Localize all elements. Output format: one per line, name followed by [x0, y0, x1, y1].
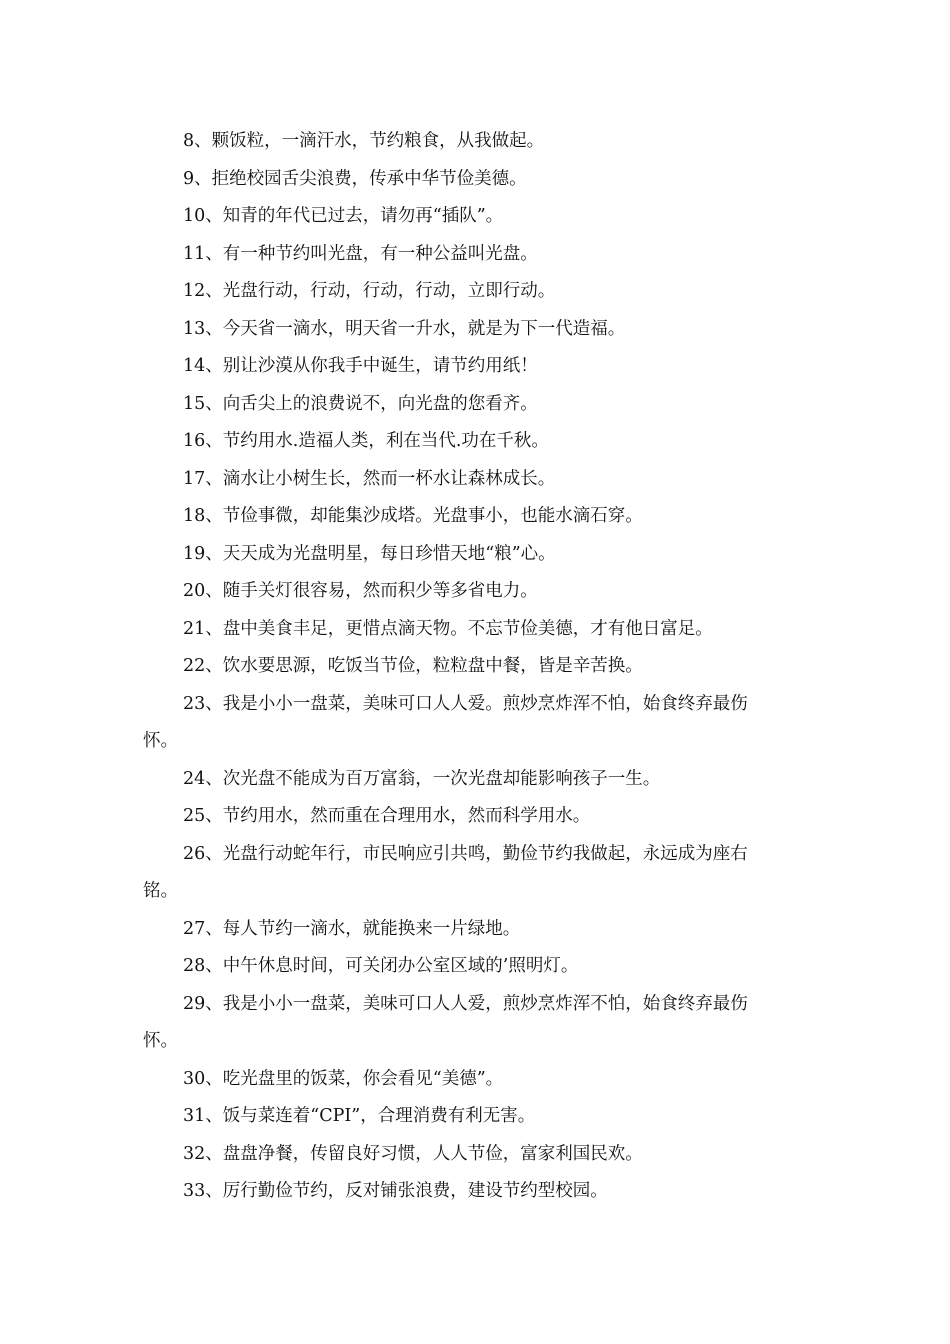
slogan-line: 29、我是小小一盘菜，美味可口人人爱，煎炒烹炸浑不怕，始食终弃最伤	[183, 993, 748, 1014]
slogan-item	[143, 423, 803, 461]
slogan-line: 15、向舌尖上的浪费说不，向光盘的您看齐。	[183, 393, 538, 414]
slogan-line: 22、饮水要思源，吃饭当节俭，粒粒盘中餐，皆是辛苦换。	[183, 656, 643, 676]
slogan-item	[143, 911, 803, 949]
slogan-item	[143, 686, 803, 761]
slogan-item	[143, 836, 803, 911]
slogan-line: 9、拒绝校园舌尖浪费，传承中华节俭美德。	[183, 168, 527, 189]
slogan-line: 14、别让沙漠从你我手中诞生，请节约用纸！	[183, 356, 538, 376]
slogan-item	[143, 348, 803, 386]
slogan-line: 21、盘中美食丰足，更惜点滴天物。不忘节俭美德，才有他日富足。	[183, 618, 713, 639]
slogan-item	[143, 161, 803, 199]
slogan-item	[143, 386, 803, 424]
slogan-continuation-line: 怀。	[143, 731, 178, 751]
slogan-line: 20、随手关灯很容易，然而积少等多省电力。	[183, 581, 538, 601]
slogan-line: 31、饭与菜连着“CPI”，合理消费有利无害。	[183, 1106, 536, 1126]
slogan-line: 12、光盘行动，行动，行动，行动，立即行动。	[183, 281, 556, 301]
slogan-item	[143, 461, 803, 499]
slogan-item	[143, 798, 803, 836]
slogan-continuation-line: 怀。	[143, 1031, 178, 1051]
slogan-item	[143, 1173, 803, 1211]
slogan-item	[143, 498, 803, 536]
slogan-line: 10、知青的年代已过去，请勿再“插队”。	[183, 206, 504, 226]
slogan-item	[143, 1061, 803, 1099]
slogan-item	[143, 1136, 803, 1174]
slogan-continuation-line: 铭。	[143, 881, 178, 901]
slogan-item	[143, 611, 803, 649]
slogan-line: 19、天天成为光盘明星，每日珍惜天地“粮”心。	[183, 543, 556, 564]
slogan-item	[143, 311, 803, 349]
slogan-line: 26、光盘行动蛇年行，市民响应引共鸣，勤俭节约我做起，永远成为座右	[183, 843, 748, 864]
slogan-item	[143, 236, 803, 274]
slogan-list	[143, 123, 803, 1211]
slogan-line: 33、厉行勤俭节约，反对铺张浪费，建设节约型校园。	[183, 1181, 608, 1201]
slogan-line: 13、今天省一滴水，明天省一升水，就是为下一代造福。	[183, 318, 626, 339]
slogan-line: 8、颗饭粒，一滴汗水，节约粮食，从我做起。	[183, 131, 545, 151]
slogan-line: 30、吃光盘里的饭菜，你会看见“美德”。	[183, 1068, 504, 1089]
slogan-line: 11、有一种节约叫光盘，有一种公益叫光盘。	[183, 243, 538, 264]
slogan-line: 28、中午休息时间，可关闭办公室区域的’照明灯。	[183, 956, 579, 976]
slogan-item	[143, 986, 803, 1061]
slogan-item	[143, 273, 803, 311]
slogan-item	[143, 573, 803, 611]
slogan-item	[143, 536, 803, 574]
slogan-line: 18、节俭事微，却能集沙成塔。光盘事小，也能水滴石穿。	[183, 506, 643, 526]
slogan-item	[143, 123, 803, 161]
slogan-item	[143, 648, 803, 686]
slogan-item	[143, 198, 803, 236]
slogan-item	[143, 761, 803, 799]
slogan-item	[143, 948, 803, 986]
slogan-item	[143, 1098, 803, 1136]
slogan-line: 23、我是小小一盘菜，美味可口人人爱。煎炒烹炸浑不怕，始食终弃最伤	[183, 693, 748, 714]
slogan-line: 32、盘盘净餐，传留良好习惯，人人节俭，富家利国民欢。	[183, 1143, 643, 1164]
slogan-line: 25、节约用水，然而重在合理用水，然而科学用水。	[183, 806, 591, 826]
slogan-line: 16、节约用水.造福人类，利在当代.功在千秋。	[183, 431, 549, 451]
slogan-line: 17、滴水让小树生长，然而一杯水让森林成长。	[183, 468, 556, 489]
slogan-line: 27、每人节约一滴水，就能换来一片绿地。	[183, 918, 521, 939]
slogan-line: 24、次光盘不能成为百万富翁，一次光盘却能影响孩子一生。	[183, 768, 661, 789]
